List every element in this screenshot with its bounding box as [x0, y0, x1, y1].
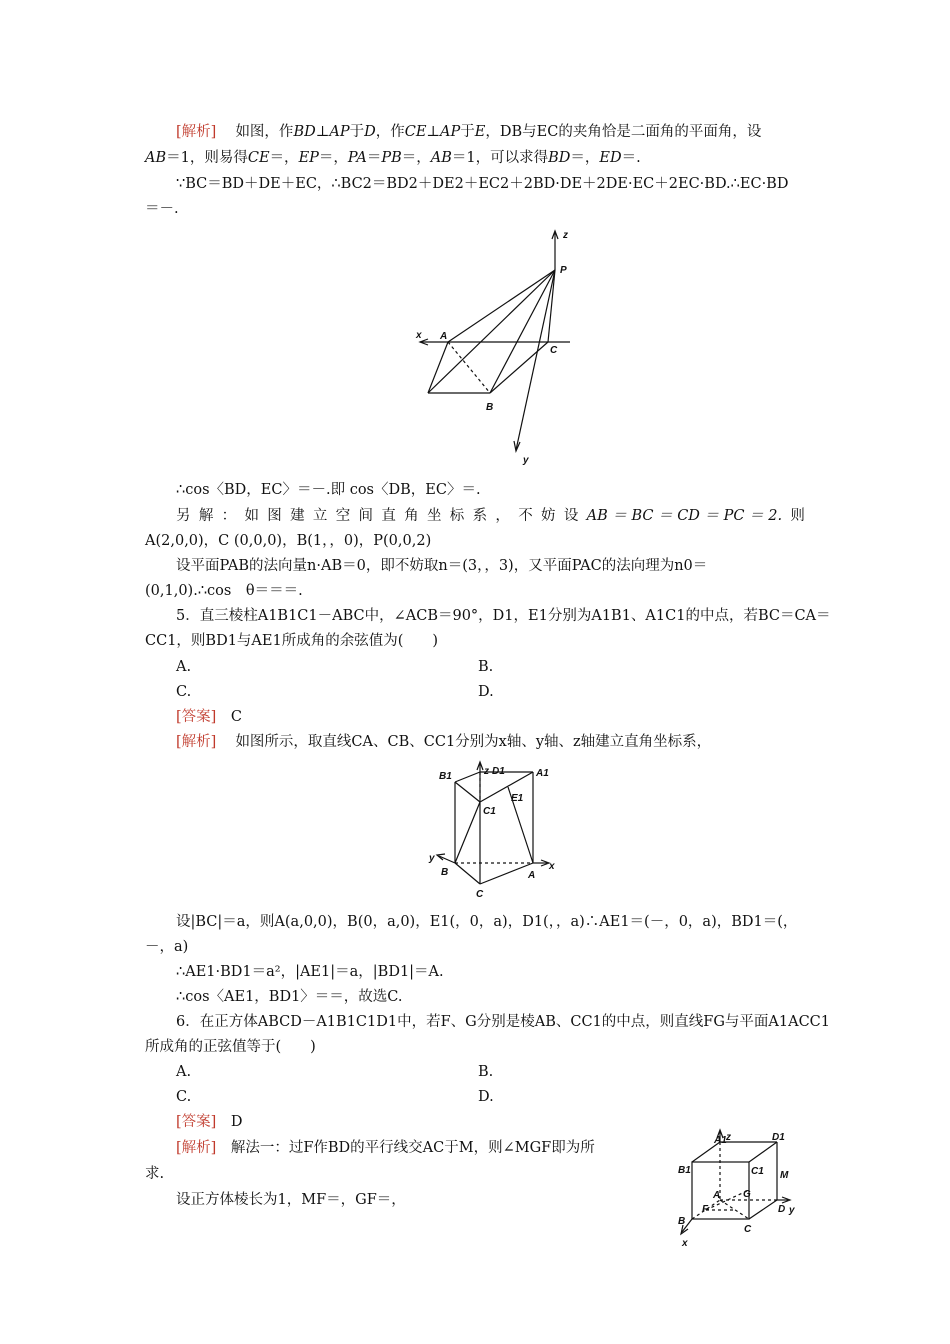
figure-cube [670, 1128, 810, 1250]
q5-answer: [答案] C [176, 709, 242, 725]
q5-line1: 5．直三棱柱A1B1C1－ABC中，∠ACB＝90°，D1，E1分别为A1B1、A1C1的中点，若BC＝CA＝ [176, 608, 831, 624]
q5-sol3: ∴AE1·BD1＝a²，|AE1|＝a，|BD1|＝A. [176, 964, 444, 980]
fig2-label-e1: E1 [511, 793, 524, 804]
q5-sol2: －，a) [145, 939, 189, 955]
fig3-label-y: y [789, 1205, 795, 1216]
q5-option-a: A. [176, 659, 192, 675]
q6-line1: 6．在正方体ABCD－A1B1C1D1中，若F、G分别是棱AB、CC1的中点，则直线FG与平面A1ACC1 [176, 1014, 830, 1030]
q6-sol2: 设正方体棱长为1，MF＝，GF＝， [176, 1192, 406, 1208]
fig3-label-c: C [744, 1224, 752, 1235]
q6-option-d: D. [478, 1089, 494, 1105]
q6-option-b: B. [478, 1064, 494, 1080]
fig2-label-z: z [484, 766, 489, 777]
q6-jiexi: [解析] 解法一：过F作BD的平行线交AC于M，则∠MGF即为所 [176, 1140, 595, 1156]
fig2-label-c1: C1 [483, 806, 496, 817]
q6-sol1: 求. [145, 1166, 165, 1182]
y-axis [516, 270, 555, 450]
edge-pa [448, 270, 555, 342]
fig3-label-c1: C1 [751, 1166, 764, 1177]
fig3-label-g: G [743, 1189, 751, 1200]
q6-option-c: C. [176, 1089, 192, 1105]
figure-prism [425, 760, 565, 900]
fig2-label-x: x [549, 861, 555, 872]
fig1-label-c: C [550, 345, 558, 356]
fig1-label-a: A [440, 331, 448, 342]
fig3-label-a1: A1 [714, 1135, 727, 1146]
s1-line2: AB＝1，则易得CE＝，EP＝，PA＝PB＝，AB＝1，可以求得BD＝，ED＝. [145, 150, 641, 166]
fig1-label-p: P [560, 265, 567, 276]
q5-sol1: 设|BC|＝a，则A(a,0,0)，B(0，a,0)，E1(，0，a)，D1(，，a)∴AE1＝(－，0，a)，BD1＝(， [176, 914, 798, 930]
fig2-label-a: A [528, 870, 536, 881]
fig1-label-y: y [523, 455, 529, 466]
s2-normal2: (0,1,0).∴cos θ＝＝＝. [145, 583, 303, 599]
fig2-label-d1: D1 [492, 766, 505, 777]
q6-answer: [答案] D [176, 1114, 243, 1130]
q5-option-b: B. [478, 659, 494, 675]
s1-line1: [解析] 如图，作BD⊥AP于D，作CE⊥AP于E，DB与EC的夹角恰是二面角的平面角，设 [176, 124, 762, 140]
s2-coords: A(2,0,0)，C (0,0,0)，B(1，，0)，P(0,0,2) [145, 533, 432, 549]
figure-pyramid [400, 225, 600, 470]
fig3-label-d1: D1 [772, 1132, 785, 1143]
s2-cos: ∴cos〈BD，EC〉＝－.即 cos〈DB，EC〉＝. [176, 482, 481, 498]
jiexi-tag: [解析] [176, 124, 217, 140]
fig3-label-x: x [682, 1238, 688, 1249]
s1-line3: ∵BC＝BD＋DE＋EC，∴BC2＝BD2＋DE2＋EC2＋2BD·DE＋2DE·EC＋2EC·BD.∴EC·BD [176, 176, 789, 192]
s2-alt-line: 另 解 ： 如 图 建 立 空 间 直 角 坐 标 系 ， 不 妨 设 AB ＝ BC ＝ CD ＝ PC ＝ 2. 则 [176, 508, 805, 524]
fig3-label-d: D [778, 1204, 786, 1215]
s2-normal1: 设平面PAB的法向量n·AB＝0，即不妨取n＝(3，，3)，又平面PAC的法向理为n0＝ [176, 558, 708, 574]
q5-line2: CC1，则BD1与AE1所成角的余弦值为( ) [145, 633, 439, 649]
edge-pb [490, 270, 555, 393]
fig2-label-a1: A1 [536, 768, 549, 779]
fig1-label-b: B [486, 402, 494, 413]
s1-line4: ＝－. [145, 201, 179, 217]
fig2-label-b: B [441, 867, 449, 878]
q6-option-a: A. [176, 1064, 192, 1080]
fig2-label-y: y [429, 853, 435, 864]
q5-option-c: C. [176, 684, 192, 700]
fig1-label-x: x [416, 330, 422, 341]
fig3-label-f: F [702, 1204, 709, 1215]
fig3-label-b1: B1 [678, 1165, 691, 1176]
fig3-label-a: A [713, 1190, 721, 1201]
fig2-label-b1: B1 [439, 771, 452, 782]
q5-sol4: ∴cos〈AE1，BD1〉＝＝，故选C. [176, 989, 403, 1005]
q6-line2: 所成角的正弦值等于( ) [145, 1039, 316, 1055]
q5-option-d: D. [478, 684, 494, 700]
fig3-label-b: B [678, 1216, 686, 1227]
fig1-label-z: z [563, 230, 568, 241]
fig3-label-m: M [780, 1170, 789, 1181]
fig3-label-z: z [726, 1132, 731, 1143]
fig2-label-c: C [476, 889, 484, 900]
q5-jiexi: [解析] 如图所示，取直线CA、CB、CC1分别为x轴、y轴、z轴建立直角坐标系， [176, 734, 712, 750]
